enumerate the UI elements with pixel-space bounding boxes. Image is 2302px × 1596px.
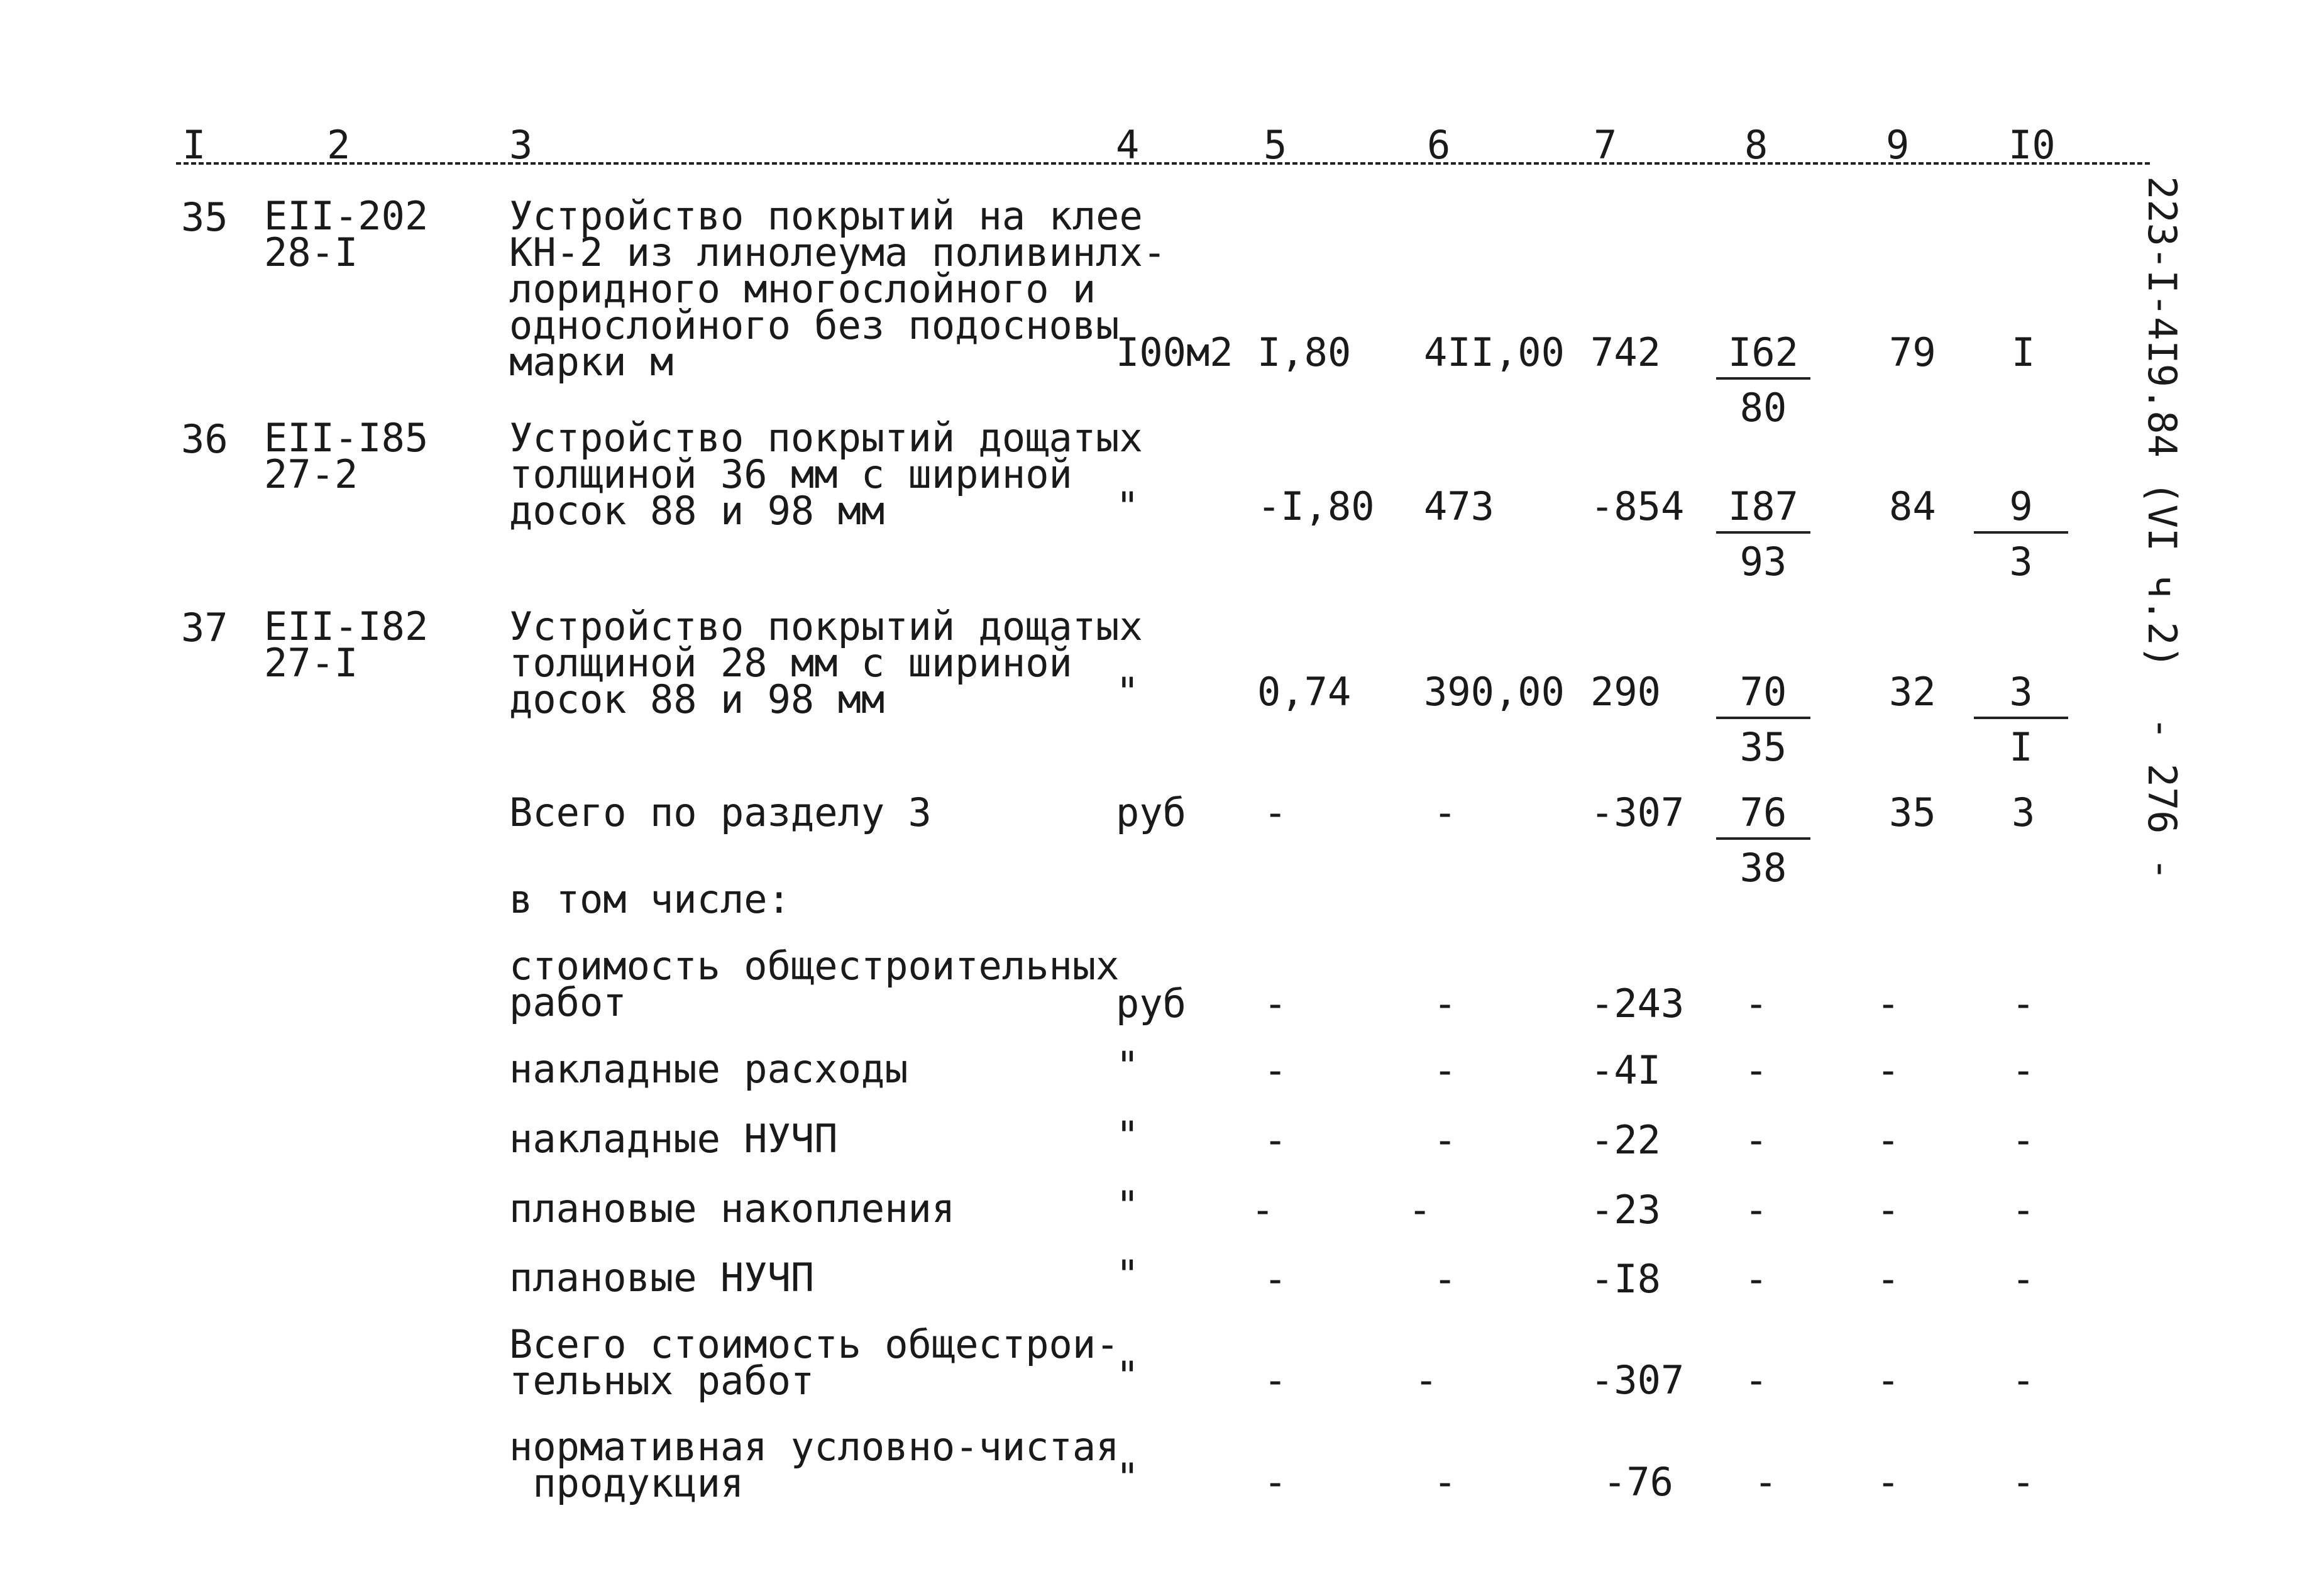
row-number: 35 [181, 194, 228, 240]
dash: - [1876, 1256, 1900, 1302]
col-header-10: I0 [2008, 122, 2056, 168]
dash: - [1876, 1459, 1900, 1505]
col-header-2: 2 [327, 122, 351, 168]
quantity: - [1264, 790, 1287, 835]
wages-fraction [1716, 483, 1810, 585]
dash: - [1414, 1357, 1438, 1403]
dash: - [1433, 1117, 1457, 1163]
dash: - [1251, 1187, 1275, 1233]
work-description: Устройство покрытий на клее КН-2 из линолеума поливинлх- лоридного многослойного и однослойного без подосновы марки м [509, 193, 1167, 385]
breakdown-label: накладные НУЧП [509, 1116, 838, 1162]
total-cost: 290 [1590, 669, 1661, 715]
breakdown-label: накладные расходы [509, 1046, 908, 1092]
dash: - [2012, 1459, 2035, 1505]
column-10-value: I [2012, 329, 2035, 375]
rate-code: EII-202 28-I [264, 193, 429, 275]
total-cost: -I8 [1590, 1256, 1661, 1302]
dash: - [2012, 1357, 2035, 1403]
dash: - [1264, 1117, 1287, 1163]
total-cost: -4I [1590, 1047, 1661, 1093]
rate-code: EII-I85 27-2 [264, 415, 429, 497]
column-9-value: 32 [1889, 669, 1936, 715]
fraction-denominator: 80 [1739, 385, 1787, 431]
col-header-3: 3 [509, 122, 533, 168]
work-description: Устройство покрытий дощатых толщиной 28 мм с шириной досок 88 и 98 мм [509, 603, 1143, 722]
unit: " [1116, 1113, 1140, 1158]
dash: - [1408, 1187, 1432, 1233]
dash: - [1433, 981, 1457, 1026]
unit-price: 390,00 [1424, 669, 1565, 715]
unit: руб [1116, 790, 1186, 835]
column-9-value: 35 [1889, 790, 1936, 835]
fraction-denominator: 3 [2009, 539, 2033, 585]
document-code-side: 223-I-4I9.84 (VI ч.2) [2139, 176, 2185, 669]
column-10-fraction [1974, 483, 2068, 585]
column-10-fraction [1974, 669, 2068, 770]
fraction-denominator: 38 [1739, 845, 1787, 891]
unit: руб [1116, 981, 1186, 1026]
col-header-7: 7 [1594, 122, 1617, 168]
row-number: 37 [181, 605, 228, 651]
fraction-numerator: 3 [1974, 673, 2068, 719]
breakdown-label: Всего стоимость общестрои- тельных работ [509, 1321, 1120, 1404]
dash: - [1876, 1357, 1900, 1403]
col-header-9: 9 [1886, 122, 1910, 168]
col-header-8: 8 [1744, 122, 1768, 168]
total-cost: -23 [1590, 1187, 1661, 1233]
col-header-5: 5 [1264, 122, 1287, 168]
dash: - [1744, 981, 1768, 1026]
total-cost: -22 [1590, 1117, 1661, 1163]
total-cost: -243 [1590, 981, 1685, 1026]
total-cost: -307 [1590, 1357, 1685, 1403]
dash: - [1433, 1459, 1457, 1505]
quantity: I,80 [1257, 329, 1352, 375]
dash: - [1744, 1187, 1768, 1233]
dash: - [1876, 981, 1900, 1026]
dash: - [1876, 1117, 1900, 1163]
fraction-numerator: 76 [1716, 793, 1810, 840]
dash: - [1264, 981, 1287, 1026]
wages-fraction [1716, 669, 1810, 770]
total-cost: -76 [1603, 1459, 1673, 1505]
page-number: - 276 - [2139, 717, 2185, 881]
quantity: -I,80 [1257, 483, 1375, 529]
unit: " [1116, 1353, 1140, 1399]
dash: - [1433, 1047, 1457, 1093]
fraction-numerator: 70 [1716, 673, 1810, 719]
dash: - [2012, 981, 2035, 1026]
rate-code: EII-I82 27-I [264, 603, 429, 686]
dash: - [1744, 1047, 1768, 1093]
breakdown-label: плановые накопления [509, 1186, 955, 1231]
unit-price: 4II,00 [1424, 329, 1565, 375]
unit: " [1116, 669, 1140, 715]
breakdown-label: нормативная условно-чистая продукция [509, 1424, 1120, 1506]
unit-price: 473 [1424, 483, 1494, 529]
dash: - [2012, 1117, 2035, 1163]
fraction-numerator: I62 [1716, 333, 1810, 380]
dash: - [2012, 1187, 2035, 1233]
fraction-denominator: I [2009, 724, 2033, 770]
total-cost: -854 [1590, 483, 1685, 529]
col-header-1: I [182, 122, 206, 168]
column-9-value: 84 [1889, 483, 1936, 529]
fraction-numerator: 9 [1974, 487, 2068, 534]
work-description: Устройство покрытий дощатых толщиной 36 мм с шириной досок 88 и 98 мм [509, 415, 1143, 534]
dash: - [2012, 1256, 2035, 1302]
fraction-numerator: I87 [1716, 487, 1810, 534]
unit: " [1116, 1043, 1140, 1089]
fraction-denominator: 93 [1739, 539, 1787, 585]
unit: I00м2 [1116, 329, 1233, 375]
dash: - [1264, 1047, 1287, 1093]
dash: - [1876, 1047, 1900, 1093]
column-9-value: 79 [1889, 329, 1936, 375]
breakdown-label: стоимость общестроительных работ [509, 943, 1120, 1025]
wages-fraction [1716, 329, 1810, 431]
quantity: 0,74 [1257, 669, 1352, 715]
unit-price: - [1433, 790, 1457, 835]
fraction-denominator: 35 [1739, 724, 1787, 770]
dash: - [1433, 1256, 1457, 1302]
including-label: в том числе: [509, 876, 791, 922]
total-cost: 742 [1590, 329, 1661, 375]
dash: - [1744, 1117, 1768, 1163]
dash: - [1744, 1256, 1768, 1302]
row-number: 36 [181, 416, 228, 462]
dash: - [1264, 1357, 1287, 1403]
dash: - [1754, 1459, 1778, 1505]
dash: - [2012, 1047, 2035, 1093]
dash: - [1876, 1187, 1900, 1233]
dash: - [1264, 1459, 1287, 1505]
unit: " [1116, 1455, 1140, 1500]
dash: - [1744, 1357, 1768, 1403]
unit: " [1116, 483, 1140, 529]
col-header-4: 4 [1116, 122, 1140, 168]
header-divider [176, 162, 2150, 165]
total-cost: -307 [1590, 790, 1685, 835]
wages-fraction [1716, 790, 1810, 891]
section-total-label: Всего по разделу 3 [509, 790, 932, 835]
unit: " [1116, 1182, 1140, 1228]
col-header-6: 6 [1427, 122, 1451, 168]
unit: " [1116, 1252, 1140, 1297]
column-10-value: 3 [2012, 790, 2035, 835]
breakdown-label: плановые НУЧП [509, 1255, 815, 1301]
dash: - [1264, 1256, 1287, 1302]
